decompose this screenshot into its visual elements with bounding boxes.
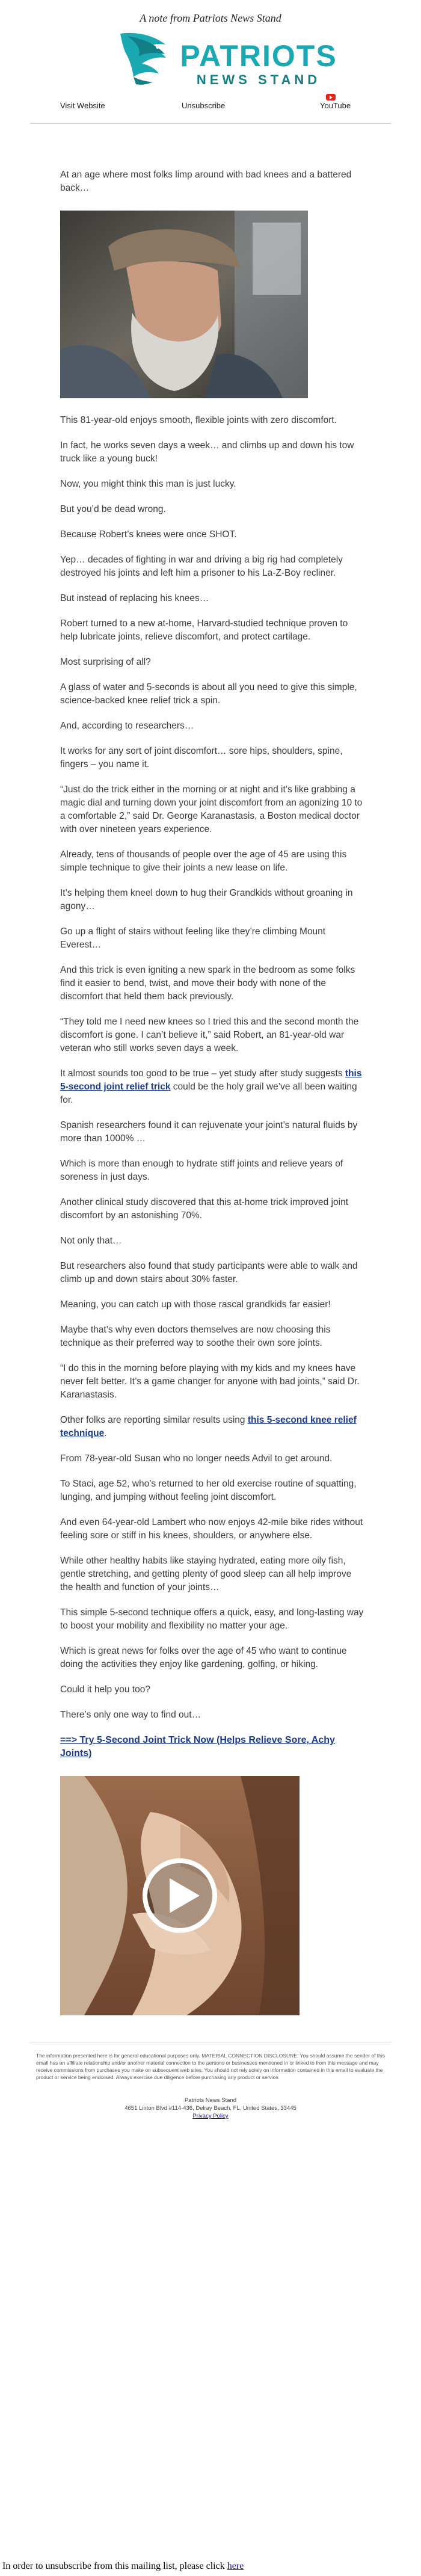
- logo[interactable]: [30, 26, 391, 93]
- paragraph: Which is more than enough to hydrate stiff joints and relieve years of soreness in just days.: [60, 1159, 343, 1182]
- paragraph: And even 64-year-old Lambert who now enjoys 42-mile bike rides without feeling sore or stiff in his knees, shoulders, or anywhere else.: [60, 1517, 363, 1541]
- video-thumbnail[interactable]: [60, 1776, 300, 2015]
- paragraph: There’s only one way to find out…: [60, 1710, 201, 1720]
- privacy-wrapper: [36, 2112, 385, 2120]
- footer: [30, 2042, 391, 2120]
- paragraph: In fact, he works seven days a week… and climbs up and down his tow truck like a young buck!: [60, 440, 354, 464]
- paragraph: But researchers also found that study participants were able to walk and climb up and down stairs about 30% faster.: [60, 1261, 358, 1284]
- email-container: [30, 0, 391, 2120]
- youtube-label: YouTube: [320, 101, 351, 110]
- paragraph: Yep… decades of fighting in war and driving a big rig had completely destroyed his joints and left him a prisoner to his La-Z-Boy recliner.: [60, 555, 343, 578]
- knee-relief-technique-link[interactable]: this 5-second knee relief technique: [60, 1415, 357, 1438]
- paragraph: It works for any sort of joint discomfort… sore hips, shoulders, spine, fingers – you name it.: [60, 746, 343, 769]
- logo-main-text: PATRIOTS: [180, 39, 337, 73]
- youtube-link[interactable]: [320, 101, 351, 110]
- play-button-icon[interactable]: [145, 1861, 215, 1930]
- paragraph: A glass of water and 5-seconds is about all you need to give this simple, science-backed knee relief trick a spin.: [60, 682, 357, 706]
- paragraph: And this trick is even igniting a new spark in the bedroom as some folks find it easier to bend, twist, and move their body with none of the discomfort that held them back previously.: [60, 965, 355, 1002]
- paragraph: It’s helping them kneel down to hug their Grandkids without groaning in agony…: [60, 888, 353, 911]
- hero-photo-man-in-truck: [60, 211, 308, 398]
- quote-paragraph: “I do this in the morning before playing with my kids and my knees have never felt better. It’s a game changer for anyone with bad joints,” said Dr. Karanastasis.: [60, 1363, 360, 1400]
- paragraph-text: It almost sounds too good to be true – yet study after study suggests: [60, 1068, 345, 1079]
- quote-paragraph: “They told me I need new knees so I tried this and the second month the discomfort is gone. I can’t believe it,” said Robert, an 81-year-old war veteran who still works seven days a week.: [60, 1017, 359, 1053]
- joint-relief-trick-link[interactable]: this 5-second joint relief trick: [60, 1068, 362, 1092]
- paragraph: Spanish researchers found it can rejuvenate your joint’s natural fluids by more than 1000% …: [60, 1120, 358, 1144]
- paragraph: Maybe that’s why even doctors themselves are now choosing this technique as their preferred way to soothe their own sore joints.: [60, 1325, 331, 1348]
- paragraph: [60, 1067, 367, 1107]
- paragraph-text: Other folks are reporting similar results using: [60, 1415, 248, 1425]
- paragraph: At an age where most folks limp around with bad knees and a battered back…: [60, 170, 352, 193]
- paragraph: While other healthy habits like staying hydrated, eating more oily fish, gentle stretching, and getting plenty of good sleep can all help improve the health and function of your joints…: [60, 1556, 352, 1592]
- eagle-logo-icon: [30, 26, 391, 93]
- unsubscribe-link[interactable]: Unsubscribe: [182, 101, 226, 110]
- header-note: A note from Patriots News Stand: [140, 12, 281, 24]
- paragraph: [60, 1414, 367, 1440]
- disclaimer-text: The information presented here is for general educational purposes only. MATERIAL CONNECTION DISCLOSURE: You should assume the sender of this email has an affiliate relationship and/or another material connection to the persons or businesses mentioned in or linked to from this message and may receive commissions from purchases you make on subsequent web sites. You should not rely solely on information contained in this email to evaluate the product or service being endorsed. Always exercise due diligence before purchasing any product or service.: [36, 2053, 386, 2080]
- paragraph: But instead of replacing his knees…: [60, 593, 209, 603]
- paragraph: Not only that…: [60, 1236, 122, 1246]
- quote-paragraph: “Just do the trick either in the morning or at night and it’s like grabbing a magic dial and turning down your joint discomfort from an agonizing 10 to a comfortable 2,” said Dr. George Karanastasis, a Boston medical doctor with over nineteen years experience.: [60, 784, 363, 834]
- unsubscribe-text: In order to unsubscribe from this mailing list, please click: [2, 2561, 227, 2571]
- article-body: [30, 168, 391, 2015]
- paragraph: This 81-year-old enjoys smooth, flexible joints with zero discomfort.: [60, 415, 337, 425]
- paragraph: Another clinical study discovered that this at-home trick improved joint discomfort by an astonishing 70%.: [60, 1197, 348, 1221]
- paragraph: Go up a flight of stairs without feeling like they’re climbing Mount Everest…: [60, 926, 326, 950]
- unsubscribe-notice: [2, 2561, 244, 2572]
- paragraph: To Staci, age 52, who’s returned to her old exercise routine of squatting, lunging, and jumping without feeling joint discomfort.: [60, 1479, 357, 1502]
- paragraph: Could it help you too?: [60, 1684, 150, 1695]
- visit-website-link[interactable]: Visit Website: [60, 101, 105, 110]
- nav-bar: [30, 93, 391, 124]
- paragraph: From 78-year-old Susan who no longer needs Advil to get around.: [60, 1453, 333, 1464]
- paragraph: And, according to researchers…: [60, 721, 194, 731]
- paragraph: Which is great news for folks over the age of 45 who want to continue doing the activities they enjoy like gardening, golfing, or hiking.: [60, 1646, 347, 1669]
- logo-sub-text: NEWS STAND: [196, 72, 321, 87]
- paragraph-text: .: [104, 1428, 107, 1438]
- paragraph: Robert turned to a new at-home, Harvard-studied technique proven to help lubricate joints, relieve discomfort, and protect cartilage.: [60, 618, 348, 642]
- paragraph: Because Robert’s knees were once SHOT.: [60, 529, 237, 540]
- paragraph: Now, you might think this man is just lucky.: [60, 479, 236, 489]
- company-address: 4651 Linton Blvd #114-436, Delray Beach, FL, United States, 33445: [124, 2105, 297, 2112]
- paragraph-text: could be the holy grail we’ve all been waiting for.: [60, 1082, 357, 1105]
- paragraph: Already, tens of thousands of people over the age of 45 are using this simple technique to give their joints a new lease on life.: [60, 849, 347, 873]
- paragraph: Most surprising of all?: [60, 657, 151, 667]
- privacy-policy-link[interactable]: Privacy Policy: [192, 2113, 229, 2119]
- paragraph: But you’d be dead wrong.: [60, 504, 166, 514]
- youtube-icon: [326, 94, 336, 100]
- cta-link[interactable]: ==> Try 5-Second Joint Trick Now (Helps Relieve Sore, Achy Joints): [60, 1735, 335, 1758]
- paragraph: Meaning, you can catch up with those rascal grandkids far easier!: [60, 1299, 331, 1310]
- unsubscribe-here-link[interactable]: here: [227, 2561, 244, 2571]
- company-name: Patriots News Stand: [184, 2097, 237, 2104]
- paragraph: This simple 5-second technique offers a quick, easy, and long-lasting way to boost your mobility and flexibility no matter your age.: [60, 1607, 364, 1631]
- paragraph: [60, 1734, 367, 1760]
